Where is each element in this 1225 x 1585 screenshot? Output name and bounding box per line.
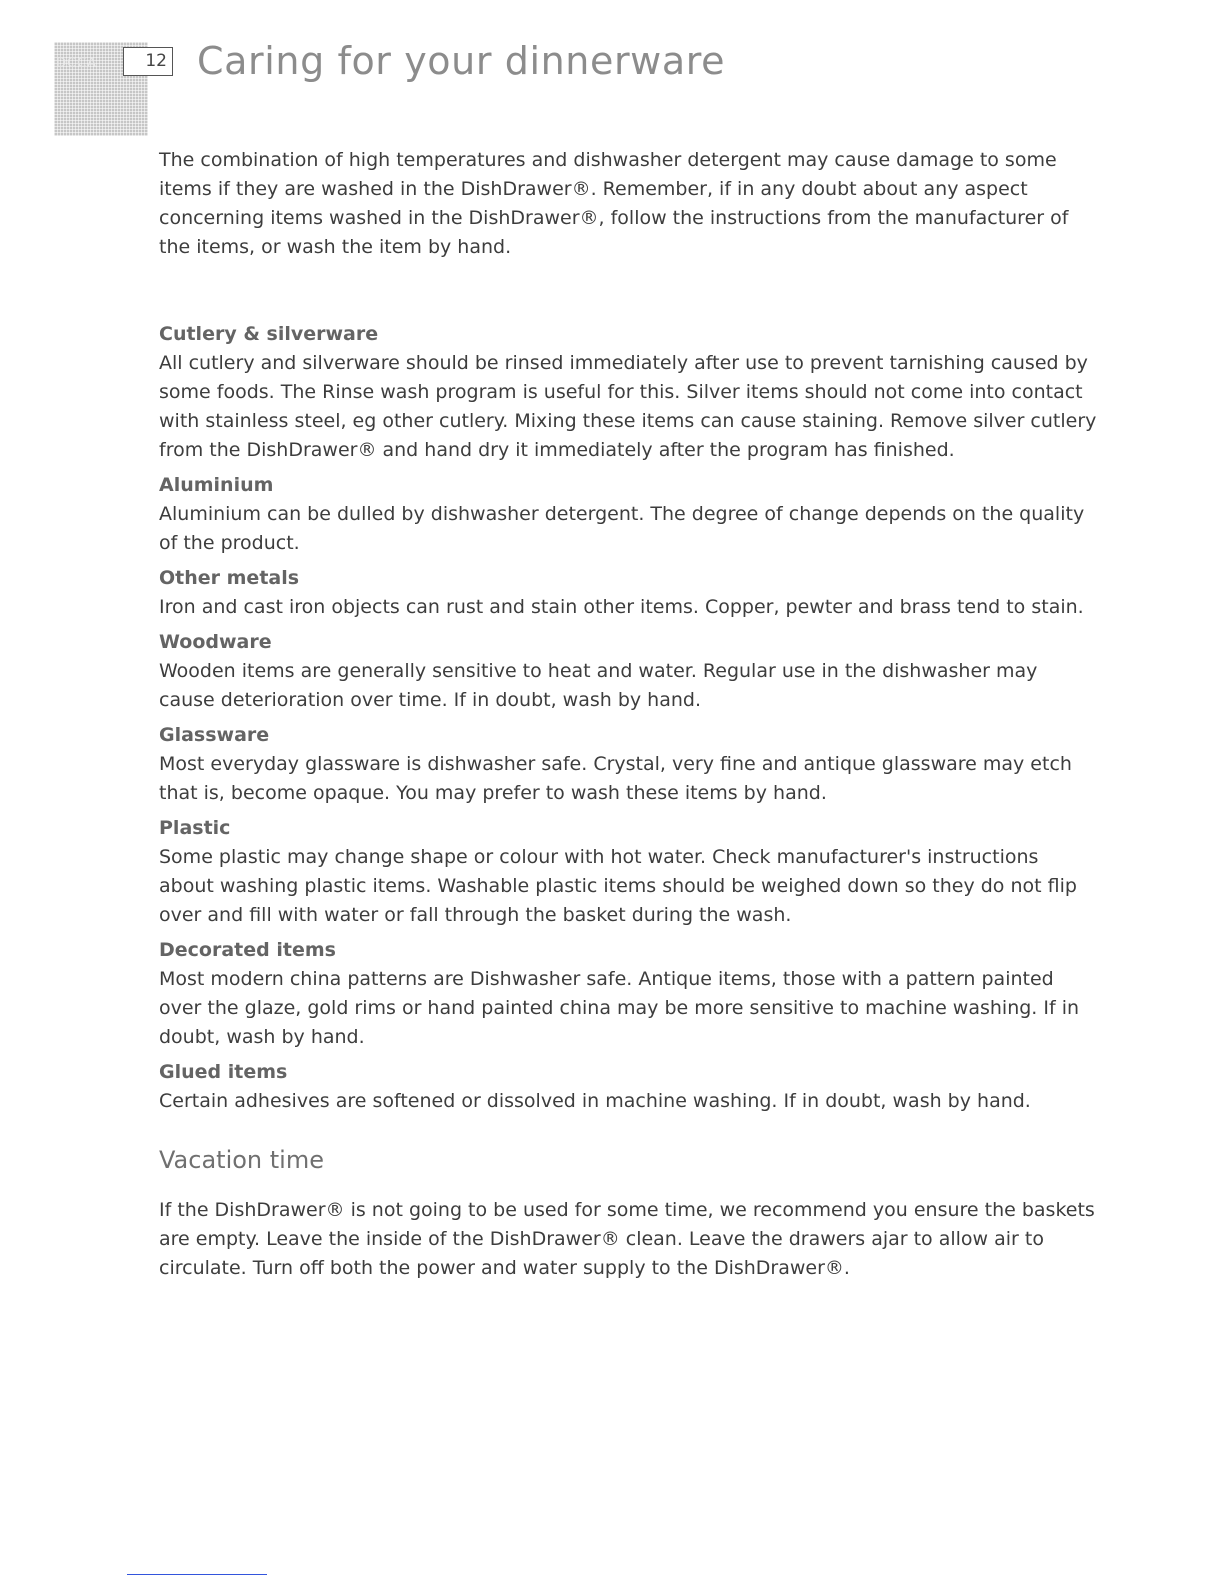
page-content — [159, 146, 1099, 1283]
page-title: Caring for your dinnerware — [197, 39, 726, 83]
section-heading: Decorated items — [159, 939, 336, 961]
section-heading: Plastic — [159, 817, 231, 839]
section-decorated-items — [159, 936, 1099, 1052]
section-woodware — [159, 628, 1099, 715]
section-heading: Woodware — [159, 631, 272, 653]
section-aluminium — [159, 471, 1099, 558]
section-heading: Aluminium — [159, 474, 274, 496]
section-body: Most everyday glassware is dishwasher safe. Crystal, very fine and antique glassware may etch that is, become opaque. You may prefer to wash these items by hand. — [159, 753, 1072, 804]
section-glassware — [159, 721, 1099, 808]
vacation-heading: Vacation time — [159, 1146, 324, 1174]
section-body: Most modern china patterns are Dishwasher safe. Antique items, those with a pattern painted over the glaze, gold rims or hand painted china may be more sensitive to machine washing. If in doubt, wash by hand. — [159, 968, 1080, 1048]
section-cutlery — [159, 320, 1099, 465]
section-body: Some plastic may change shape or colour with hot water. Check manufacturer's instructions about washing plastic items. Washable plastic items should be weighed down so they do not flip over and fill with water or fall through the basket during the wash. — [159, 846, 1077, 926]
section-heading: Glued items — [159, 1061, 288, 1083]
section-body: Aluminium can be dulled by dishwasher detergent. The degree of change depends on the quality of the product. — [159, 503, 1085, 554]
section-other-metals — [159, 564, 1099, 622]
chapter-tab-label: DCCA — [56, 56, 98, 71]
intro-paragraph: The combination of high temperatures and dishwasher detergent may cause damage to some items if they are washed in the DishDrawer®. Remember, if in any doubt about any aspect concerning items washed in the DishDrawer®, follow the instructions from the manufacturer of the items, or wash the item by hand. — [159, 149, 1069, 258]
section-body: All cutlery and silverware should be rinsed immediately after use to prevent tarnishing caused by some foods. The Rinse wash program is useful for this. Silver items should not come into contact with stainless steel, eg other cutlery. Mixing these items can cause staining. Remove silver cutlery from the DishDrawer® and hand dry it immediately after the program has finished. — [159, 352, 1097, 461]
section-heading: Cutlery & silverware — [159, 323, 379, 345]
section-plastic — [159, 814, 1099, 930]
page-number: 12 — [123, 47, 173, 76]
section-heading: Other metals — [159, 567, 300, 589]
section-body: Wooden items are generally sensitive to heat and water. Regular use in the dishwasher may cause deterioration over time. If in doubt, wash by hand. — [159, 660, 1038, 711]
section-heading: Glassware — [159, 724, 270, 746]
section-body: Iron and cast iron objects can rust and stain other items. Copper, pewter and brass tend to stain. — [159, 596, 1084, 618]
section-body: Certain adhesives are softened or dissolved in machine washing. If in doubt, wash by hand. — [159, 1090, 1031, 1112]
footer-rule — [127, 1574, 267, 1575]
vacation-paragraph: If the DishDrawer® is not going to be used for some time, we recommend you ensure the baskets are empty. Leave the inside of the DishDrawer® clean. Leave the drawers ajar to allow air to circulate. Turn off both the power and water supply to the DishDrawer®. — [159, 1199, 1095, 1279]
section-glued-items — [159, 1058, 1099, 1116]
